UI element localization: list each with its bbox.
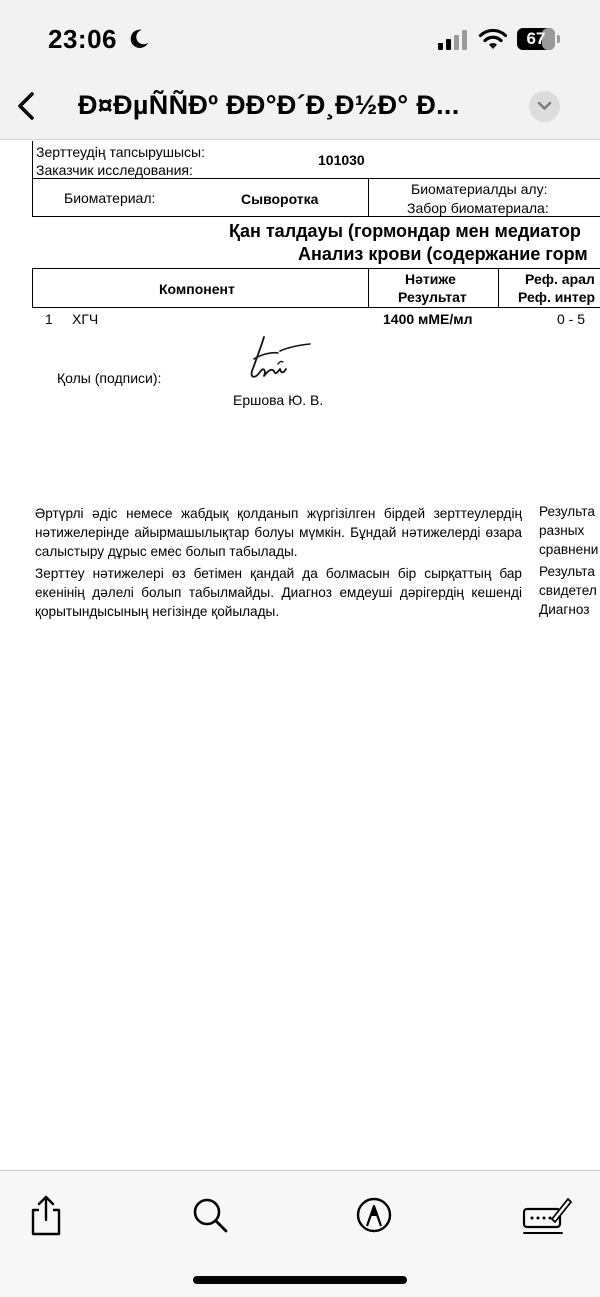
biomaterial-label: Биоматериал:	[64, 190, 156, 206]
col-ref-ru: Реф. интер	[518, 289, 596, 305]
biomaterial-value: Сыворотка	[241, 191, 319, 207]
disclaimer-paragraph-kk-2: Зерттеу нәтижелері өз бетімен қандай да болмасын бір сырқаттың бар екенінің дәлелі болып табылмайды. Диагноз емдеуші дәрігердің кешенді қорытындысының негізінде қойылады.	[35, 566, 522, 619]
chevron-left-icon	[8, 86, 44, 126]
analysis-heading-ru: Анализ крови (содержание горм	[298, 244, 588, 264]
collection-label-ru: Забор биоматериала:	[407, 200, 549, 216]
col-result-kk: Нәтиже	[405, 271, 456, 287]
biomaterial-divider	[368, 178, 369, 217]
col-component: Компонент	[159, 281, 235, 297]
signature-label: Қолы (подписи):	[57, 370, 162, 386]
markup-button[interactable]	[352, 1193, 396, 1237]
share-icon	[24, 1193, 68, 1237]
collection-label-kk: Биоматериалды алу:	[411, 181, 548, 197]
battery-icon	[517, 28, 561, 52]
battery-cap	[557, 35, 560, 43]
status-bar	[0, 0, 600, 80]
signature-icon	[522, 1193, 572, 1237]
col-result-ru: Результат	[398, 289, 467, 305]
wifi-icon	[478, 27, 508, 51]
disclaimer-ru-1-line-2: разных	[539, 523, 585, 538]
results-header-divider-2	[498, 268, 499, 308]
col-ref-kk: Реф. арал	[525, 271, 595, 287]
row-result: 1400 мМЕ/мл	[383, 311, 473, 327]
disclaimer-paragraph-kk-1: Әртүрлі әдіс немесе жабдық қолданып жүргізілген бірдей зерттеулердің нәтижелерінде айырмашылықтар болуы мүмкін. Бұндай нәтижелерді өзара салыстыру дұрыс емес болып табылады.	[35, 506, 522, 559]
disclaimer-ru-1-line-3: сравнени	[539, 542, 599, 557]
results-table-header	[32, 268, 600, 308]
analysis-heading-kk: Қан талдауы (гормондар мен медиатор	[229, 221, 581, 241]
pdf-document-view[interactable]	[0, 141, 600, 1170]
disclaimer-ru-1-line-1: Результа	[539, 504, 595, 519]
customer-value: 101030	[318, 152, 365, 168]
home-indicator[interactable]	[193, 1276, 407, 1284]
search-icon	[188, 1193, 232, 1237]
disclaimer-ru-2-line-3: Диагноз	[539, 602, 590, 617]
row-ref: 0 - 5	[557, 311, 586, 327]
battery-level: 67	[526, 29, 546, 48]
title-menu-button[interactable]	[529, 91, 560, 122]
document-title[interactable]: Ð¤ÐµÑÑÐº ÐÐ°Ð´Ð¸Ð½Ð° Ð...	[78, 90, 460, 120]
results-header-divider-1	[368, 268, 369, 308]
share-button[interactable]	[24, 1193, 68, 1237]
status-time: 23:06	[48, 24, 117, 54]
chevron-down-icon	[537, 101, 552, 111]
row-component: ХГЧ	[72, 311, 99, 327]
signature-tool-button[interactable]	[522, 1193, 572, 1237]
signature-name: Ершова Ю. В.	[233, 392, 324, 408]
pdf-page	[0, 141, 600, 1170]
customer-label-kk: Зерттеудің тапсырушысы:	[36, 144, 206, 160]
search-button[interactable]	[188, 1193, 232, 1237]
cellular-signal-icon	[438, 30, 470, 50]
markup-pen-icon	[352, 1193, 396, 1237]
moon-icon	[128, 28, 150, 50]
customer-label-ru: Заказчик исследования:	[36, 162, 193, 178]
disclaimer-ru-2-line-2: свидетел	[539, 583, 597, 598]
disclaimer-ru-2-line-1: Результа	[539, 564, 595, 579]
navigation-bar	[0, 80, 600, 140]
back-button[interactable]	[8, 86, 44, 126]
row-number: 1	[45, 311, 53, 327]
handwritten-signature-image	[244, 333, 314, 385]
